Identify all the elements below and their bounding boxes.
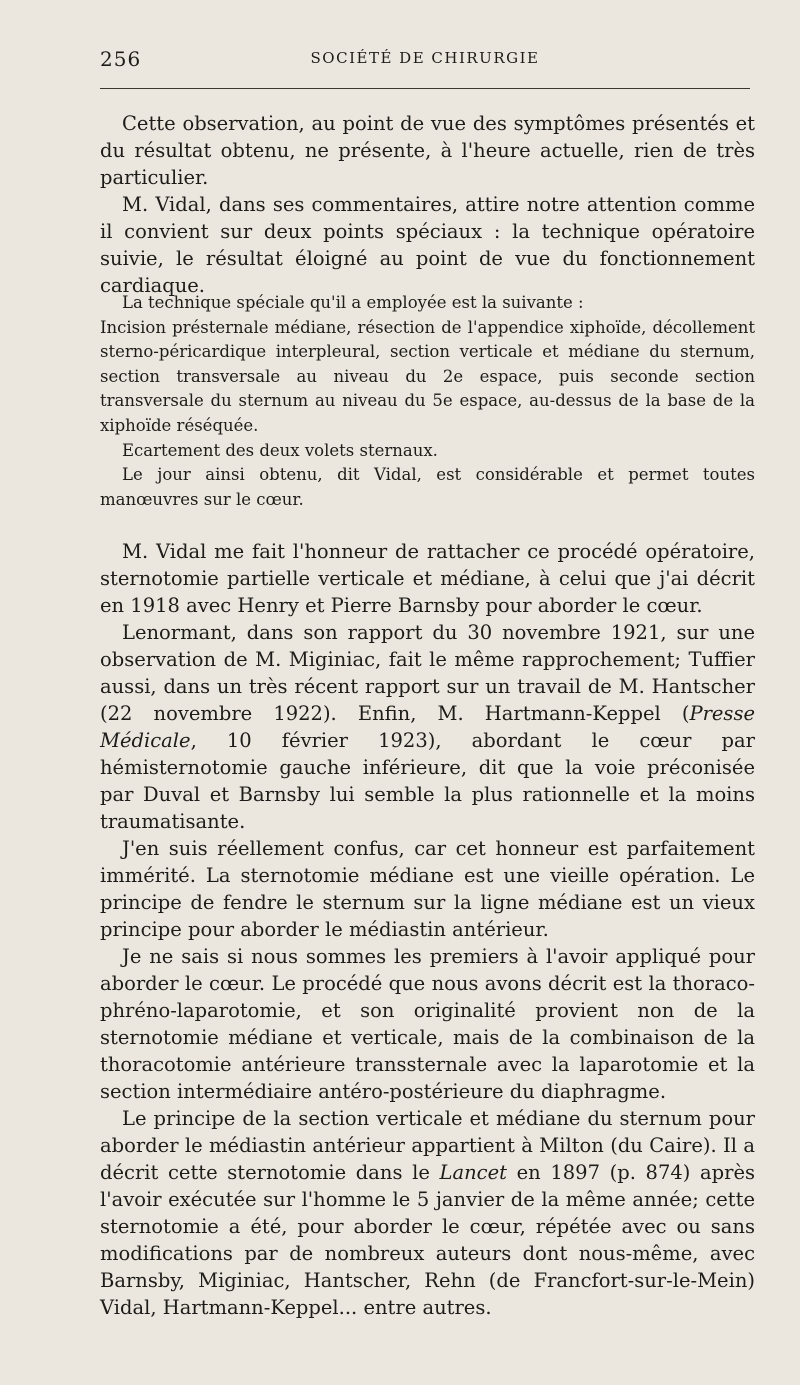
intro-section	[100, 110, 755, 299]
journal-title: Presse Médicale	[100, 702, 755, 752]
technique-section	[100, 291, 755, 512]
text-run: Lenormant, dans son rapport du 30 novembre 1921, sur une observation de M. Miginiac, fait le même rapprochement; Tuffier aussi, dans un très récent rapport sur un travail de M. Hantscher (22 novembre 1922). Enfin, M. Hartmann-Keppel (	[100, 621, 755, 725]
text-run: , 10 février 1923), abordant le cœur par hémisternotomie gauche inférieure, dit que la voie préconisée par Duval et Barnsby lui semble la plus rationnelle et la moins traumatisante.	[100, 729, 755, 833]
page-header	[100, 47, 750, 71]
discussion-section	[100, 538, 755, 1321]
intro-paragraph: M. Vidal, dans ses commentaires, attire notre attention comme il convient sur deux points spéciaux : la technique opératoire suivie, le résultat éloigné au point de vue du fonctionnement cardiaque.	[100, 193, 755, 297]
discussion-paragraph	[100, 1105, 755, 1321]
technique-paragraph: Le jour ainsi obtenu, dit Vidal, est considérable et permet toutes manœuvres sur le cœur.	[100, 465, 755, 509]
page-number: 256	[100, 47, 142, 71]
technique-paragraph: La technique spéciale qu'il a employée est la suivante :	[122, 293, 584, 312]
technique-paragraph: Ecartement des deux volets sternaux.	[122, 440, 438, 460]
intro-paragraph: Cette observation, au point de vue des symptômes présentés et du résultat obtenu, ne présente, à l'heure actuelle, rien de très particulier.	[100, 112, 755, 189]
discussion-paragraph: M. Vidal me fait l'honneur de rattacher ce procédé opératoire, sternotomie partielle verticale et médiane, à celui que j'ai décrit en 1918 avec Henry et Pierre Barnsby pour aborder le cœur.	[100, 540, 755, 617]
text-run: Le principe de la section verticale et médiane du sternum pour aborder le médiastin antérieur appartient à Milton (du Caire). Il a décrit cette sternotomie dans le	[100, 1107, 755, 1184]
discussion-paragraph: Je ne sais si nous sommes les premiers à l'avoir appliqué pour aborder le cœur. Le procédé que nous avons décrit est la thoraco-phréno-laparotomie, et son originalité provient non de la sternotomie médiane et verticale, mais de la combinaison de la thoracotomie antérieure transsternale avec la laparotomie et la section intermédiaire antéro-postérieure du diaphragme.	[100, 945, 755, 1103]
discussion-paragraph: J'en suis réellement confus, car cet honneur est parfaitement immérité. La sternotomie médiane est une vieille opération. Le principe de fendre le sternum sur la ligne médiane est un vieux principe pour aborder le médiastin antérieur.	[100, 837, 755, 941]
running-title: SOCIÉTÉ DE CHIRURGIE	[310, 49, 540, 67]
discussion-paragraph	[100, 619, 755, 835]
journal-title: Lancet	[439, 1161, 507, 1184]
technique-paragraph: Incision présternale médiane, résection de l'appendice xiphoïde, décollement sterno-péricardique interpleural, section verticale et médiane du sternum, section transversale au niveau du 2e espace, puis seconde section transversale du sternum au niveau du 5e espace, au-dessus de la base de la xiphoïde réséquée.	[100, 317, 755, 435]
header-rule	[100, 88, 750, 89]
text-run: en 1897 (p. 874) après l'avoir exécutée sur l'homme le 5 janvier de la même année; cette sternotomie a été, pour aborder le cœur, répétée avec ou sans modifications par de nombreux auteurs dont nous-même, avec Barnsby, Miginiac, Hantscher, Rehn (de Francfort-sur-le-Mein) Vidal, Hartmann-Keppel... entre autres.	[100, 1161, 755, 1319]
